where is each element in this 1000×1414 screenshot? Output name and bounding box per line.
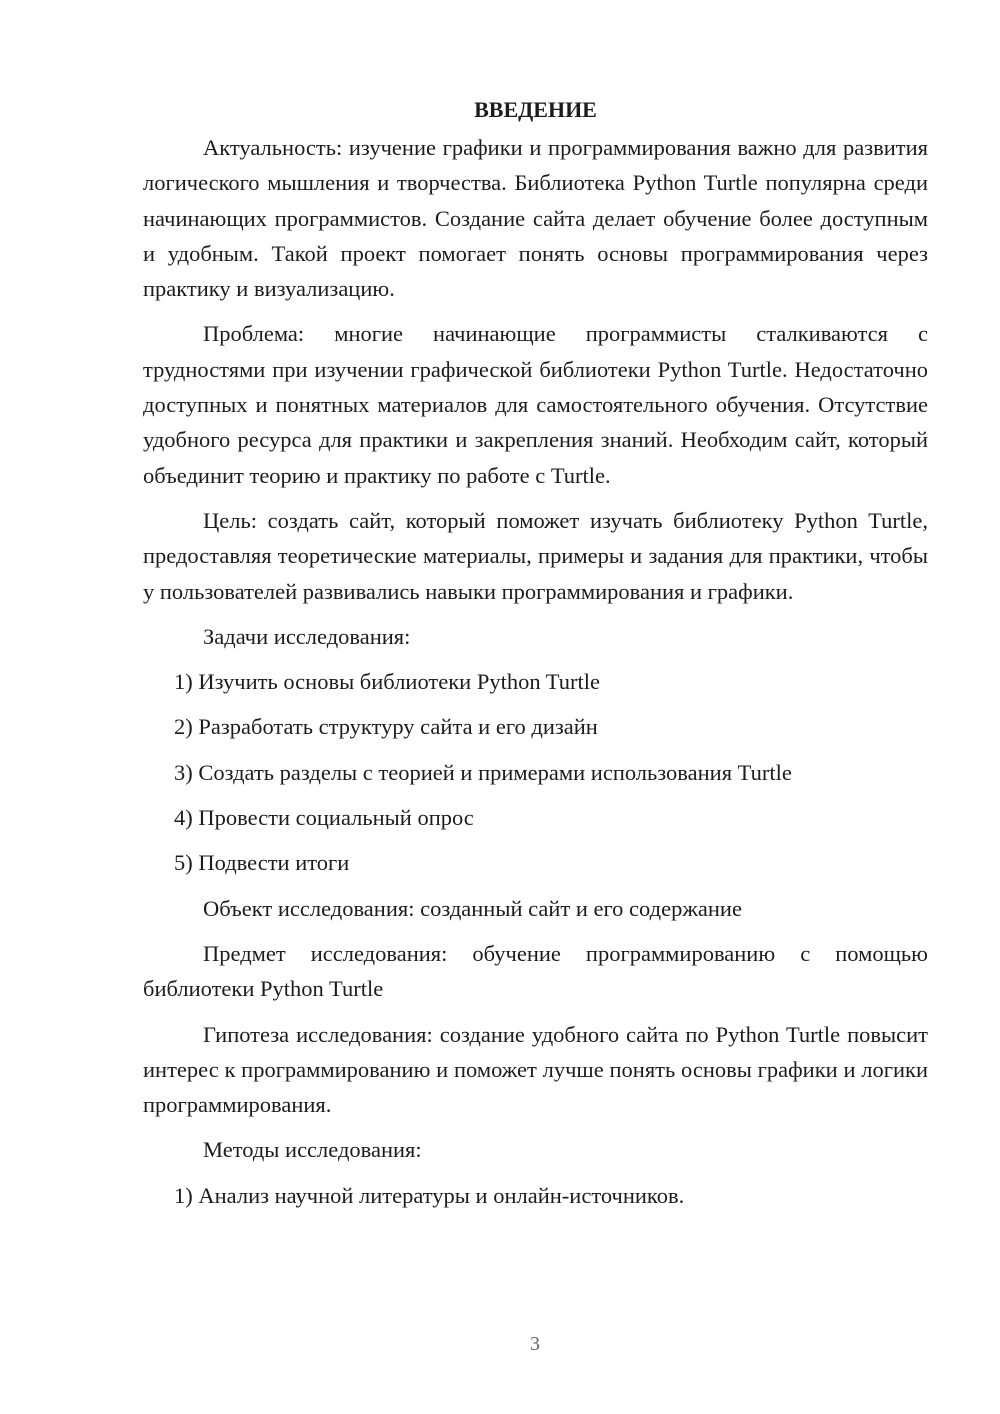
section-title: ВВЕДЕНИЕ (474, 97, 597, 122)
tasks-heading: Задачи исследования: (203, 623, 411, 649)
task-item: 4) Провести социальный опрос (174, 805, 474, 831)
task-item: 5) Подвести итоги (174, 850, 350, 876)
methods-heading: Методы исследования: (203, 1137, 422, 1163)
paragraph-goal: Цель: создать сайт, который поможет изучать библиотеку Python Turtle, предоставляя теоретические материалы, примеры и задания для практики, чтобы у пользователей развивались навыки программирования и графики. (143, 507, 928, 604)
page-number: 3 (530, 1333, 540, 1355)
paragraph-problem: Проблема: многие начинающие программисты сталкиваются с трудностями при изучении графической библиотеки Python Turtle. Недостаточно доступных и понятных материалов для самостоятельного обучения. Отсутствие удобного ресурса для практики и закрепления знаний. Необходим сайт, который объединит теорию и практику по работе с Turtle. (143, 321, 928, 488)
paragraph-actuality: Актуальность: изучение графики и программирования важно для развития логического мышления и творчества. Библиотека Python Turtle популярна среди начинающих программистов. Создание сайта делает обучение более доступным и удобным. Такой проект помогает понять основы программирования через практику и визуализацию. (143, 135, 928, 302)
task-item: 3) Создать разделы с теорией и примерами использования Turtle (174, 759, 792, 785)
document-page (143, 92, 928, 1213)
paragraph-hypothesis: Гипотеза исследования: создание удобного сайта по Python Turtle повысит интерес к программированию и поможет лучше понять основы графики и логики программирования. (143, 1021, 928, 1118)
paragraph-object: Объект исследования: созданный сайт и его содержание (203, 895, 742, 921)
task-item: 1) Изучить основы библиотеки Python Turtle (174, 669, 600, 695)
method-item: 1) Анализ научной литературы и онлайн-источников. (174, 1182, 685, 1208)
paragraph-subject: Предмет исследования: обучение программированию с помощью библиотеки Python Turtle (143, 940, 928, 1002)
task-item: 2) Разработать структуру сайта и его дизайн (174, 714, 598, 740)
